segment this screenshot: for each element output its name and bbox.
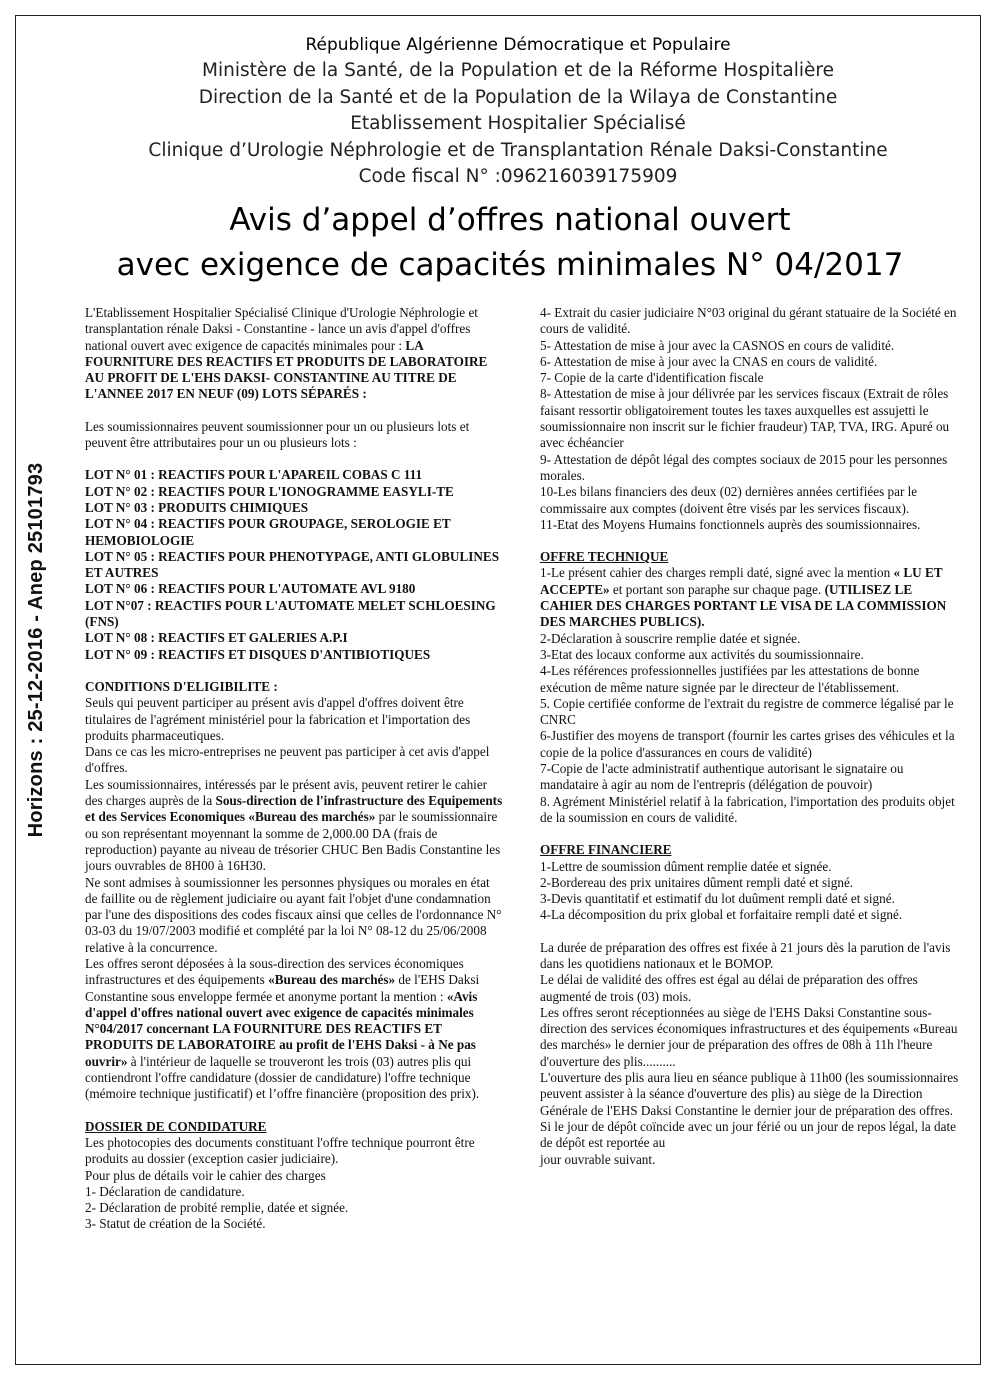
- technical-item: 6-Justifier des moyens de transport (fournir les cartes grises des véhicules et la copie de la police d'assurances en cours de validité): [540, 728, 955, 760]
- technical-item-1-bold: (UTILISEZ LE CAHIER DES CHARGES PORTANT LE VISA DE LA COMMISSION DES MARCHES PUBLICS).: [540, 581, 947, 630]
- dossier-item: 2- Déclaration de probité remplie, datée et signée.: [85, 1200, 349, 1216]
- closing-paragraph: Si le jour de dépôt coïncide avec un jour férié ou un jour de repos légal, la date de dépôt est reportée au: [540, 1118, 956, 1151]
- eligibility-paragraph-2: Dans ce cas les micro-entreprises ne peuvent pas participer à cet avis d'appel d'offres.: [85, 744, 490, 776]
- dossier-item: 10-Les bilans financiers des deux (02) dernières années certifiées par le commissaire aux comptes (doivent être visés par les services fiscaux).: [540, 484, 918, 516]
- financial-item: 4-La décomposition du prix global et forfaitaire rempli daté et signé.: [540, 907, 903, 923]
- financial-item: 1-Lettre de soumission dûment remplie datée et signée.: [540, 858, 832, 874]
- dossier-item: 1- Déclaration de candidature.: [85, 1183, 245, 1199]
- closing-paragraph: L'ouverture des plis aura lieu en séance publique à 11h00 (les soumissionnaires peuvent assister à la séance d'ouverture des plis) au siège de la Direction Générale de l'EHS Daksi Constantine le dernier jour de préparation des offres.: [540, 1070, 959, 1118]
- lot-item: LOT N°07 : REACTIFS POUR L'AUTOMATE MELET SCHLOESING (FNS): [85, 597, 496, 630]
- deposit-bold-1: «Bureau des marchés»: [268, 972, 396, 988]
- deposit-text-2: de l'EHS Daksi Constantine sous enveloppe fermée et anonyme portant la mention :: [85, 972, 480, 1004]
- technical-item: 5. Copie certifiée conforme de l'extrait du registre de commerce légalisé par le CNRC: [540, 695, 954, 728]
- technical-item: 7-Copie de l'acte administratif authentique autorisant le signataire ou mandataire à agir au nom de l'entrepris (délégation de pouvoir): [540, 761, 904, 793]
- lot-item: LOT N° 05 : REACTIFS POUR PHENOTYPAGE, ANTI GLOBULINES ET AUTRES: [85, 548, 500, 581]
- deposit-paragraph: [85, 956, 505, 1103]
- dossier-item: 6- Attestation de mise à jour avec la CNAS en cours de validité.: [540, 353, 878, 369]
- deposit-text-1: Les offres seront déposées à la sous-direction des services économiques infrastructures et des équipements: [85, 955, 464, 988]
- header-direction: Direction de la Santé et de la Population de la Wilaya de Constantine: [198, 86, 838, 108]
- retrieval-paragraph: [85, 777, 505, 875]
- intro-text: L'Etablissement Hospitalier Spécialisé Clinique d'Urologie Néphrologie et transplantation rénale Daksi - Constantine - lance un avis d'appel d'offres national ouvert avec exigence de capacités minimales pour :: [85, 305, 478, 353]
- dossier-paragraph-2: Pour plus de détails voir le cahier des charges: [85, 1167, 326, 1183]
- eligibility-paragraph-1: Seuls qui peuvent participer au présent avis d'appel d'offres doivent être titulaires de l'agrément ministériel pour la fabrication et l'importation des produits pharmaceutiques.: [85, 695, 471, 743]
- dossier-item: 3- Statut de création de la Société.: [85, 1216, 266, 1232]
- technical-item: 3-Etat des locaux conforme aux activités du soumissionnaire.: [540, 646, 864, 662]
- lot-item: LOT N° 06 : REACTIFS POUR L'AUTOMATE AVL 9180: [85, 581, 416, 597]
- lot-item: LOT N° 02 : REACTIFS POUR L'IONOGRAMME EASYLI-TE: [85, 483, 454, 499]
- lot-item: LOT N° 01 : REACTIFS POUR L'APAREIL COBAS C 111: [85, 467, 423, 483]
- publication-reference: Horizons : 25-12-2016 - Anep 25101793: [25, 462, 47, 838]
- lots-list: [85, 467, 505, 663]
- dossier-item: 5- Attestation de mise à jour avec la CASNOS en cours de validité.: [540, 337, 895, 353]
- header-fiscal-code: Code fiscal N° :096216039175909: [358, 166, 678, 188]
- notice-title-line-1: Avis d’appel d’offres national ouvert: [229, 202, 791, 238]
- document-header: [80, 32, 956, 190]
- dossier-item: 8- Attestation de mise à jour délivrée par les services fiscaux (Extrait de rôles faisant ressortir obligatoirement toutes les taxes auxquelles est assujetti le soumissionnaire non inscrit sur le fichier fraudeur) TAP, TVA, IRG. Apuré ou avec échéancier: [540, 386, 950, 451]
- exclusion-paragraph: Ne sont admises à soumissionner les personnes physiques ou morales en état de faillite ou de règlement judiciaire ou ayant fait l'objet d'une condamnation par l'une des dispositions des codes fiscaux ainsi que celles de l'ordonnance N° 03-03 du 19/07/2003 modifié et complété par la loi N° 08-12 du 25/06/2008 relative à la concurrence.: [85, 874, 502, 955]
- closing-paragraph: jour ouvrable suivant.: [540, 1151, 656, 1167]
- closing-paragraph: Les offres seront réceptionnées au siège de l'EHS Daksi Constantine sous-direction des services économiques infrastructures et des équipements «Bureau des marchés» le dernier jour de préparation des offres de 08h à 11h l'heure d'ouverture des plis..........: [540, 1004, 958, 1069]
- dossier-item: 11-Etat des Moyens Humains fonctionnels auprès des soumissionnaires.: [540, 516, 921, 532]
- eligibility-heading: CONDITIONS D'ELIGIBILITE :: [85, 678, 278, 694]
- technical-item-1-text: 1-Le présent cahier des charges rempli daté, signé avec la mention: [540, 565, 891, 581]
- dossier-item: 4- Extrait du casier judiciaire N°03 original du gérant statuaire de la Société en cours de validité.: [540, 305, 957, 337]
- lot-item: LOT N° 08 : REACTIFS ET GALERIES A.P.I: [85, 630, 348, 646]
- lot-item: LOT N° 04 : REACTIFS POUR GROUPAGE, SEROLOGIE ET HEMOBIOLOGIE: [85, 516, 451, 548]
- dossier-heading: DOSSIER DE CONDIDATURE: [85, 1118, 267, 1134]
- lot-item: LOT N° 03 : PRODUITS CHIMIQUES: [85, 499, 309, 515]
- technical-item: 2-Déclaration à souscrire remplie datée et signée.: [540, 630, 801, 646]
- technical-item: 4-Les références professionnelles justifiées par les attestations de bonne exécution de même nature signée par le directeur de l'établissement.: [540, 663, 920, 695]
- header-establishment: Etablissement Hospitalier Spécialisé: [350, 113, 686, 135]
- intro-paragraph: [85, 305, 505, 403]
- dossier-item: 7- Copie de la carte d'identification fiscale: [540, 370, 764, 386]
- financial-item: 2-Bordereau des prix unitaires dûment rempli daté et signé.: [540, 874, 854, 890]
- closing-paragraph: La durée de préparation des offres est fixée à 21 jours dès la parution de l'avis dans les quotidiens nationaux et le BOMOP.: [540, 939, 951, 971]
- publication-sidebar: [18, 440, 54, 860]
- financial-offer-heading: OFFRE FINANCIERE: [540, 842, 672, 858]
- retrieval-text-2: par le soumissionnaire ou son représentant moyennant la somme de 2,000.00 DA (frais de reproduction) payante au niveau de trésorier CHUC Ben Badis Constantine les jours ouvrables de 8H00 à 16H30.: [85, 809, 501, 874]
- header-clinic: Clinique d’Urologie Néphrologie et de Transplantation Rénale Daksi-Constantine: [148, 139, 888, 161]
- left-column: [85, 305, 505, 1233]
- technical-offer-heading: OFFRE TECHNIQUE: [540, 549, 669, 565]
- deposit-bold-2: «Avis d'appel d'offres national ouvert avec exigence de capacités minimales N°04/2017 concernant LA FOURNITURE DES REACTIFS ET PRODUITS DE LABORATOIRE au profit de l'EHS Daksi - à Ne pas ouvrir»: [85, 988, 478, 1069]
- retrieval-bold: Sous-direction de l'infrastructure des Equipements et des Services Economiques «Bureau des marchés»: [85, 793, 503, 825]
- header-republic: République Algérienne Démocratique et Populaire: [305, 35, 731, 55]
- technical-item: 8. Agrément Ministériel relatif à la fabrication, l'importation des produits objet de la soumission en cours de validité.: [540, 793, 955, 825]
- notice-title: [60, 198, 960, 288]
- intro-bold-text: LA FOURNITURE DES REACTIFS ET PRODUITS DE LABORATOIRE AU PROFIT DE L'EHS DAKSI- CONSTANTINE AU TITRE DE L'ANNEE 2017 EN NEUF (09) LOTS SÉPARÉS :: [85, 337, 488, 402]
- deposit-text-3: à l'intérieur de laquelle se trouveront les trois (03) autres plis qui contiendront l'offre candidature (dossier de candidature) l'offre technique (mémoire technique justificatif) et l’offre financière (proposition des prix).: [85, 1053, 480, 1102]
- lot-item: LOT N° 09 : REACTIFS ET DISQUES D'ANTIBIOTIQUES: [85, 646, 431, 662]
- closing-paragraph: Le délai de validité des offres est égal au délai de préparation des offres augmenté de trois (03) mois.: [540, 972, 918, 1004]
- retrieval-text-1: Les soumissionnaires, intéressés par le présent avis, peuvent retirer le cahier des charges auprès de la: [85, 776, 488, 809]
- technical-item-1-text-2: et portant son paraphe sur chaque page.: [612, 581, 822, 597]
- notice-title-line-2: avec exigence de capacités minimales N° 04/2017: [116, 247, 904, 283]
- header-ministry: Ministère de la Santé, de la Population et de la Réforme Hospitalière: [202, 60, 834, 82]
- financial-item: 3-Devis quantitatif et estimatif du lot duûment rempli daté et signé.: [540, 891, 895, 907]
- technical-item-1: [540, 565, 960, 630]
- lots-intro: Les soumissionnaires peuvent soumissionner pour un ou plusieurs lots et peuvent être attributaires pour un ou plusieurs lots :: [85, 418, 470, 451]
- dossier-paragraph-1: Les photocopies des documents constituant l'offre technique pourront être produits au dossier (exception casier judiciaire).: [85, 1134, 475, 1167]
- dossier-item: 9- Attestation de dépôt légal des comptes sociaux de 2015 pour les personnes morales.: [540, 451, 948, 483]
- technical-item-1-mention: « LU ET ACCEPTE»: [540, 565, 943, 597]
- right-column: [540, 305, 960, 1168]
